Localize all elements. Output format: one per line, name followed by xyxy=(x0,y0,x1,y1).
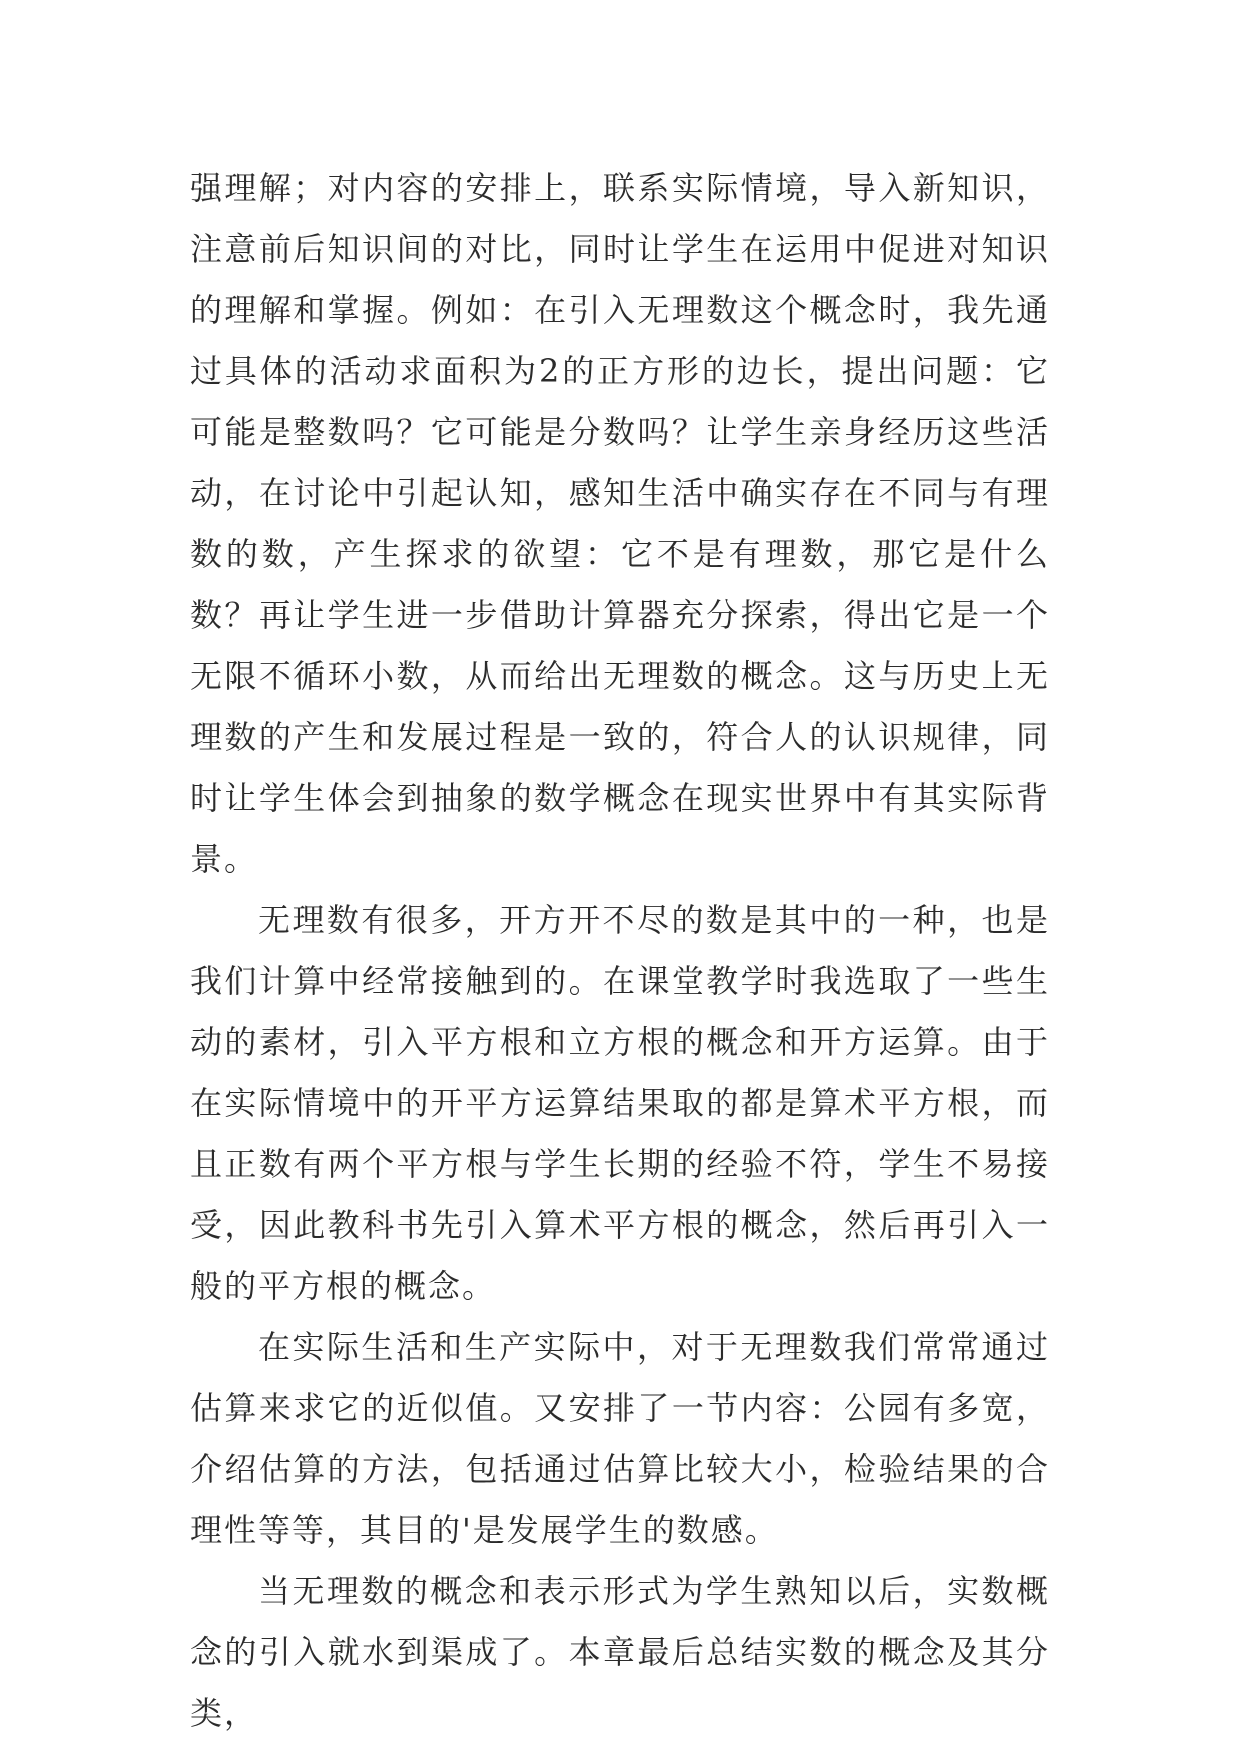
body-text xyxy=(190,158,1050,1744)
paragraph-3: 在实际生活和生产实际中，对于无理数我们常常通过估算来求它的近似值。又安排了一节内容：公园有多宽，介绍估算的方法，包括通过估算比较大小，检验结果的合理性等等，其目的'是发展学生的数感。 xyxy=(190,1328,1050,1549)
paragraph-4: 当无理数的概念和表示形式为学生熟知以后，实数概念的引入就水到渠成了。本章最后总结实数的概念及其分类， xyxy=(190,1572,1050,1732)
paragraph-2: 无理数有很多，开方开不尽的数是其中的一种，也是我们计算中经常接触到的。在课堂教学时我选取了一些生动的素材，引入平方根和立方根的概念和开方运算。由于在实际情境中的开平方运算结果取的都是算术平方根，而且正数有两个平方根与学生长期的经验不符，学生不易接受，因此教科书先引入算术平方根的概念，然后再引入一般的平方根的概念。 xyxy=(190,901,1050,1305)
paragraph-1: 强理解；对内容的安排上，联系实际情境，导入新知识，注意前后知识间的对比，同时让学生在运用中促进对知识的理解和掌握。例如：在引入无理数这个概念时，我先通过具体的活动求面积为2的正方形的边长，提出问题：它可能是整数吗？它可能是分数吗？让学生亲身经历这些活动，在讨论中引起认知，感知生活中确实存在不同与有理数的数，产生探求的欲望：它不是有理数，那它是什么数？再让学生进一步借助计算器充分探索，得出它是一个无限不循环小数，从而给出无理数的概念。这与历史上无理数的产生和发展过程是一致的，符合人的认识规律，同时让学生体会到抽象的数学概念在现实世界中有其实际背景。 xyxy=(190,169,1050,878)
